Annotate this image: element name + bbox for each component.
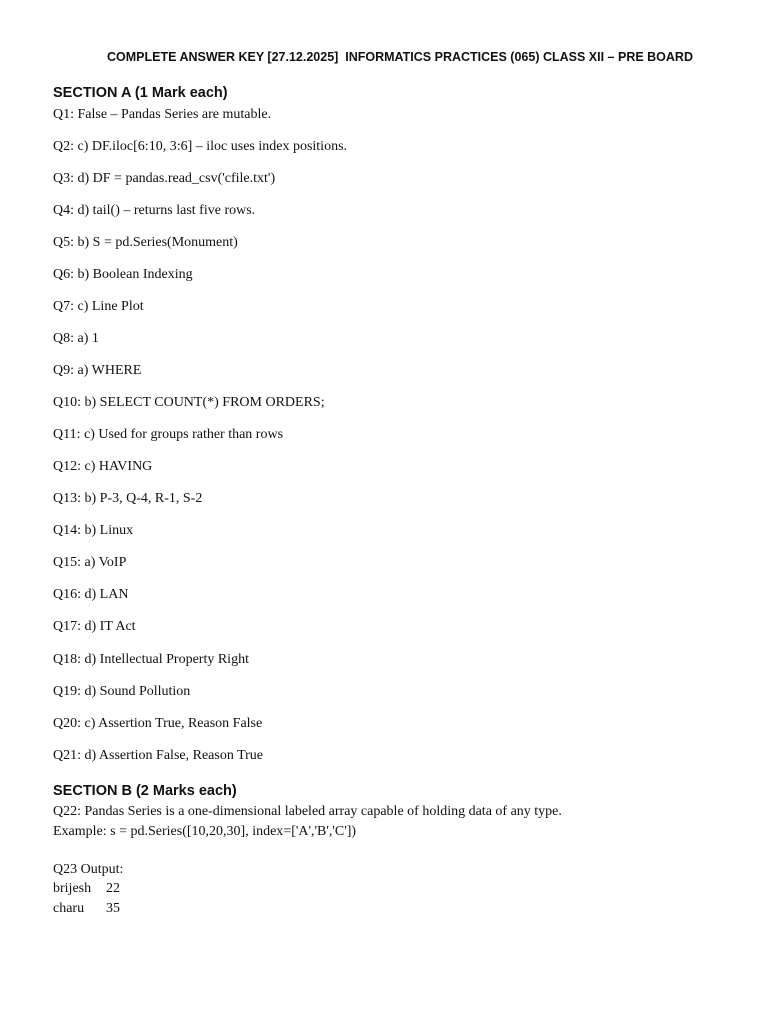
document-title: COMPLETE ANSWER KEY [27.12.2025] INFORMATICS PRACTICES (065) CLASS XII – PRE BOARD	[107, 50, 693, 64]
output-row	[53, 881, 120, 897]
answer-q3: Q3: d) DF = pandas.read_csv('cfile.txt')	[53, 171, 276, 186]
answer-q9: Q9: a) WHERE	[53, 363, 142, 378]
answer-q22-example: Example: s = pd.Series([10,20,30], index=['A','B','C'])	[53, 824, 357, 839]
answer-q10: Q10: b) SELECT COUNT(*) FROM ORDERS;	[53, 395, 325, 410]
answer-q2: Q2: c) DF.iloc[6:10, 3:6] – iloc uses index positions.	[53, 139, 348, 154]
answer-q12: Q12: c) HAVING	[53, 459, 153, 474]
answer-q13: Q13: b) P-3, Q-4, R-1, S-2	[53, 491, 203, 506]
answer-q17: Q17: d) IT Act	[53, 619, 136, 634]
section-a-heading: SECTION A (1 Mark each)	[53, 85, 228, 101]
answer-q18: Q18: d) Intellectual Property Right	[53, 652, 249, 667]
output-name: brijesh	[53, 881, 92, 896]
answer-q1: Q1: False – Pandas Series are mutable.	[53, 107, 272, 122]
answer-q7: Q7: c) Line Plot	[53, 299, 144, 314]
answer-q14: Q14: b) Linux	[53, 523, 134, 538]
output-row	[53, 901, 120, 917]
answer-q20: Q20: c) Assertion True, Reason False	[53, 716, 263, 731]
answer-q21: Q21: d) Assertion False, Reason True	[53, 748, 263, 763]
answer-q22-definition: Q22: Pandas Series is a one-dimensional labeled array capable of holding data of any type.	[53, 804, 562, 819]
answer-q5: Q5: b) S = pd.Series(Monument)	[53, 235, 238, 250]
output-name: charu	[53, 901, 85, 916]
answer-q6: Q6: b) Boolean Indexing	[53, 267, 193, 282]
answer-q11: Q11: c) Used for groups rather than rows	[53, 427, 284, 442]
output-value: 22	[106, 881, 120, 896]
section-b-heading: SECTION B (2 Marks each)	[53, 783, 237, 799]
answer-q16: Q16: d) LAN	[53, 587, 129, 602]
answer-q23-label: Q23 Output:	[53, 862, 124, 877]
output-value: 35	[106, 901, 120, 916]
answer-q8: Q8: a) 1	[53, 331, 99, 346]
answer-q15: Q15: a) VoIP	[53, 555, 127, 570]
answer-q19: Q19: d) Sound Pollution	[53, 684, 191, 699]
answer-q4: Q4: d) tail() – returns last five rows.	[53, 203, 256, 218]
